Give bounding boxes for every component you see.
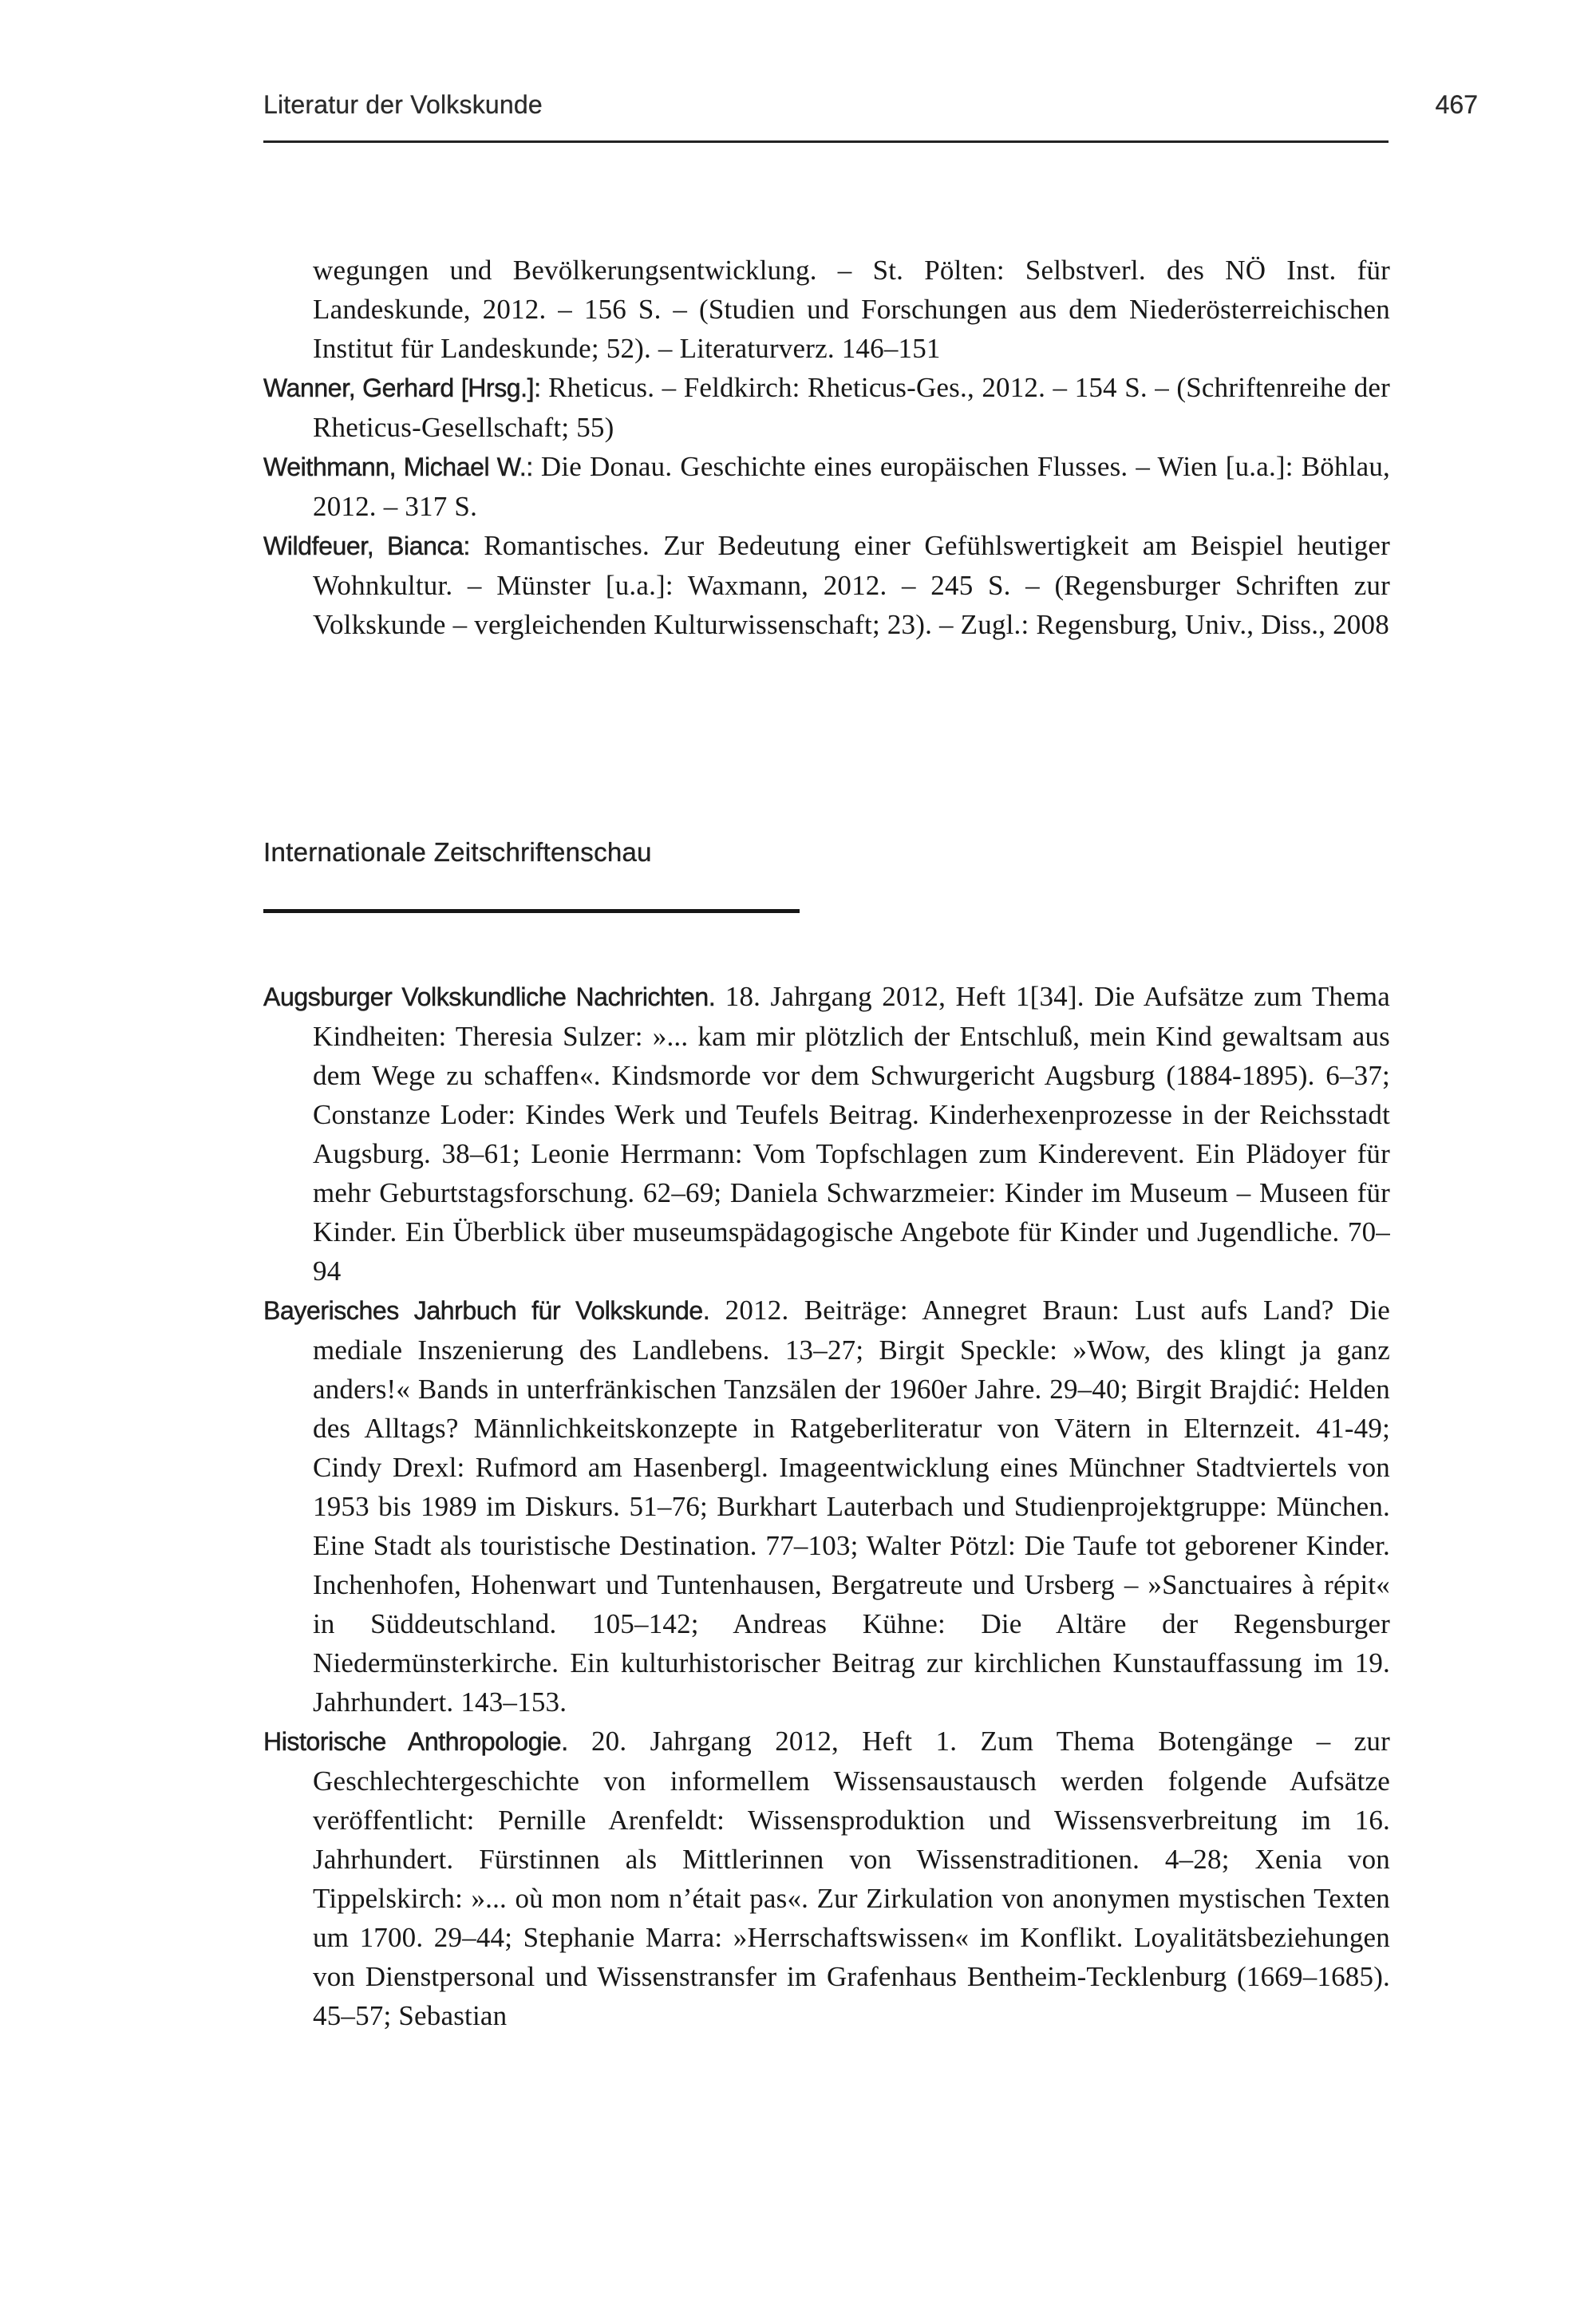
entry-lead: Augsburger Volkskundliche Nachrichten. [263, 983, 716, 1011]
entry-lead: Wildfeuer, Bianca: [263, 532, 470, 560]
bibliography-entry [263, 251, 1390, 368]
entry-text: 18. Jahrgang 2012, Heft 1[34]. Die Aufsätze zum Thema Kindheiten: Theresia Sulzer: »... kam mir plötzlich der Entschluß, mein Kind gewaltsam aus dem Wege zu schaffen«. Kindsmorde vor dem Schwurgericht Augsburg (1884-1895). 6–37; Constanze Loder: Kindes Werk und Teufels Beitrag. Kinderhexenprozesse in der Reichsstadt Augsburg. 38–61; Leonie Herrmann: Vom Topfschlagen zum Kinderevent. Ein Plädoyer für mehr Geburtstagsforschung. 62–69; Daniela Schwarzmeier: Kinder im Museum – Museen für Kinder. Ein Überblick über museumspädagogische Angebote für Kinder und Jugendliche. 70–94 [313, 981, 1390, 1287]
entry-lead: Bayerisches Jahrbuch für Volkskunde. [263, 1296, 710, 1325]
journal-entry [263, 977, 1390, 1291]
bibliography-entry [263, 447, 1390, 526]
bibliography-entry [263, 368, 1390, 447]
entry-text: 2012. Beiträge: Annegret Braun: Lust aufs Land? Die mediale Inszenierung des Landlebens. 13–27; Birgit Speckle: »Wow, des klingt ja ganz anders!« Bands in unterfränkischen Tanzsälen der 1960er Jahre. 29–40; Birgit Brajdić: Helden des Alltags? Männlichkeitskonzepte in Ratgeberliteratur von Vätern in Elternzeit. 41-49; Cindy Drexl: Rufmord am Hasenbergl. Imageentwicklung eines Münchner Stadtviertels von 1953 bis 1989 im Diskurs. 51–76; Burkhart Lauterbach und Studienprojektgruppe: München. Eine Stadt als touristische Destination. 77–103; Walter Pötzl: Die Taufe tot geborener Kinder. Inchenhofen, Hohenwart und Tuntenhausen, Bergatreute und Ursberg – »Sanctuaires à répit« in Süddeutschland. 105–142; Andreas Kühne: Die Altäre der Regensburger Niedermünsterkirche. Ein kulturhistorischer Beitrag zur kirchlichen Kunstauffassung im 19. Jahrhundert. 143–153. [313, 1295, 1390, 1718]
entry-text: 20. Jahrgang 2012, Heft 1. Zum Thema Botengänge – zur Geschlechtergeschichte von informellem Wissensaustausch werden folgende Aufsätze veröffentlicht: Pernille Arenfeldt: Wissensproduktion und Wissensverbreitung im 16. Jahrhundert. Fürstinnen als Mittlerinnen von Wissenstraditionen. 4–28; Xenia von Tippelskirch: »... où mon nom n’était pas«. Zur Zirkulation von anonymen mystischen Texten um 1700. 29–44; Stephanie Marra: »Herrschaftswissen« im Konflikt. Loyalitätsbeziehungen von Dienstpersonal und Wissenstransfer im Grafenhaus Bentheim-Tecklenburg (1669–1685). 45–57; Sebastian [313, 1726, 1390, 2031]
entry-text: wegungen und Bevölkerungsentwicklung. – St. Pölten: Selbstverl. des NÖ Inst. für Landeskunde, 2012. – 156 S. – (Studien und Forschungen aus dem Niederösterreichischen Institut für Landeskunde; 52). – Literaturverz. 146–151 [313, 255, 1390, 364]
bibliography-entry [263, 526, 1390, 644]
page-number: 467 [1435, 90, 1478, 119]
journal-entry [263, 1722, 1390, 2035]
journal-review-section [263, 977, 1390, 2035]
section-rule [263, 909, 800, 913]
entry-text: Romantisches. Zur Bedeutung einer Gefühlswertigkeit am Beispiel heutiger Wohnkultur. – Münster [u.a.]: Waxmann, 2012. – 245 S. – (Regensburger Schriften zur Volkskunde – vergleichenden Kulturwissenschaft; 23). – Zugl.: Regensburg, Univ., Diss., 2008 [313, 530, 1390, 640]
running-header-title: Literatur der Volkskunde [263, 90, 543, 119]
entry-lead: Wanner, Gerhard [Hrsg.]: [263, 374, 541, 402]
section-heading: Internationale Zeitschriftenschau [263, 837, 652, 867]
entry-lead: Historische Anthropologie. [263, 1727, 568, 1756]
header-rule [263, 140, 1389, 143]
entry-text: Die Donau. Geschichte eines europäischen Flusses. – Wien [u.a.]: Böhlau, 2012. – 317 S. [313, 451, 1390, 522]
journal-entry [263, 1291, 1390, 1722]
entry-text: Rheticus. – Feldkirch: Rheticus-Ges., 2012. – 154 S. – (Schriftenreihe der Rheticus-Gesellschaft; 55) [313, 372, 1391, 443]
bibliography-section [263, 251, 1390, 644]
entry-lead: Weithmann, Michael W.: [263, 453, 533, 481]
